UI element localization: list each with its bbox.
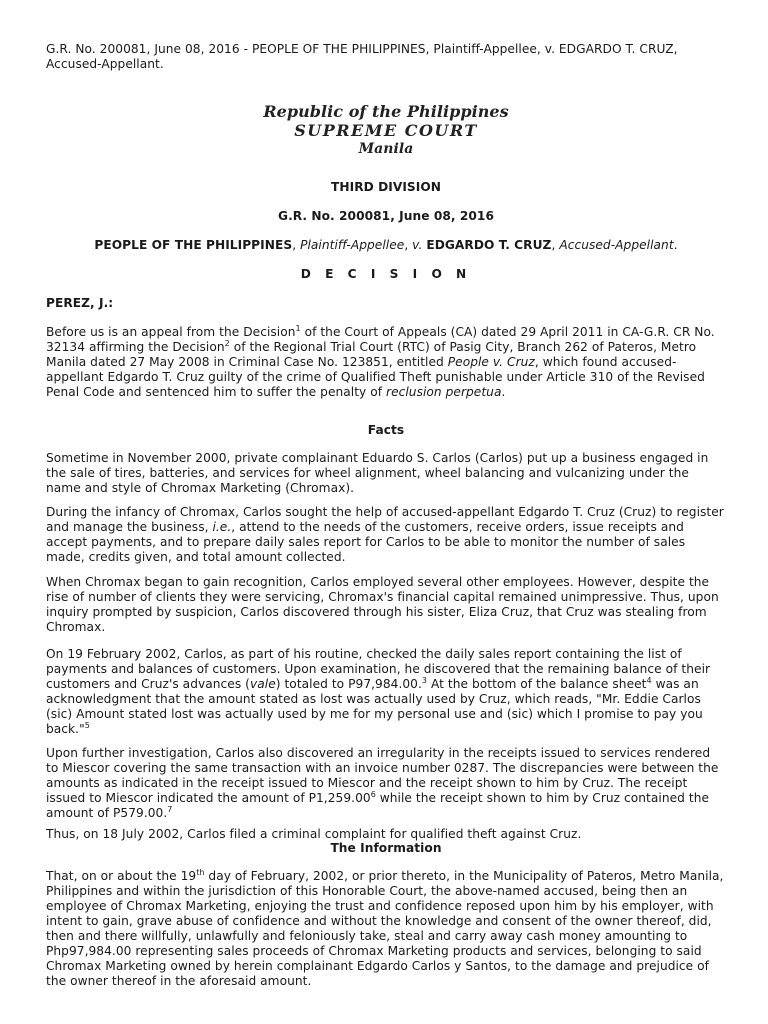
- accused-role: Accused-Appellant: [559, 238, 674, 252]
- para2-text-b: , attend to the needs of the customers, receive orders, issue receipts and accept payments, and to prepare daily sales report for Carlos to be able to monitor the number of sales made, credits given, and total amount collected.: [46, 520, 686, 564]
- para4-text-d: was an acknowledgment that the amount stated as lost was actually used by Cruz, which reads, "Mr. Eddie Carlos (sic) Amount stated lost was actually used by me for my personal use and (sic) which I promise to pay you back.": [46, 677, 703, 736]
- intro-text-b: of the Court of Appeals (CA) dated 29 April 2011 in CA-G.R. CR No. 32134 affirming the Decision: [46, 325, 715, 354]
- facts-paragraph-3: When Chromax began to gain recognition, Carlos employed several other employees. However, despite the rise of number of clients they were servicing, Chromax's financial capital remained unimpressive. Thus, upon inquiry prompted by suspicion, Carlos discovered through his sister, Eliza Cruz, that Cruz was stealing from Chromax.: [46, 575, 719, 634]
- para2-ie: i.e.: [212, 520, 232, 534]
- intro-text-c: of the Regional Trial Court (RTC) of Pasig City, Branch 262 of Pateros, Metro Manila dated 27 May 2008 in Criminal Case No. 123851, entitled: [46, 340, 697, 369]
- decision-title: D E C I S I O N: [300, 267, 472, 281]
- footnote-ref-7[interactable]: 7: [167, 805, 173, 814]
- intro-paragraph: [46, 325, 726, 400]
- facts-paragraph-2: [46, 505, 726, 565]
- ordinal-suffix: th: [196, 868, 205, 877]
- facts-paragraph-1: Sometime in November 2000, private complainant Eduardo S. Carlos (Carlos) put up a business engaged in the sale of tires, batteries, and services for wheel alignment, wheel balancing and vulcanizing under the name and style of Chromax Marketing (Chromax).: [46, 451, 709, 495]
- ponente: PEREZ, J.:: [46, 296, 114, 310]
- penalty-term: reclusion perpetua: [386, 385, 502, 399]
- parties-line: PEOPLE OF THE PHILIPPINES, Plaintiff-Appellee, v. EDGARDO T. CRUZ, Accused-Appellant.: [94, 238, 678, 252]
- division-heading: THIRD DIVISION: [331, 180, 441, 194]
- information-heading: The Information: [330, 841, 442, 855]
- footnote-ref-4[interactable]: 4: [646, 676, 652, 685]
- para7-text-a: That, on or about the 19: [46, 869, 197, 883]
- information-paragraph: [46, 869, 726, 989]
- para2-text-a: During the infancy of Chromax, Carlos sought the help of accused-appellant Edgardo T. Cruz (Cruz) to register and manage the business,: [46, 505, 724, 534]
- plaintiff-role: Plaintiff-Appellee: [300, 238, 405, 252]
- versus: v.: [412, 238, 423, 252]
- para4-vale: vale: [249, 677, 276, 691]
- para7-text-b: day of February, 2002, or prior thereto, in the Municipality of Pateros, Metro Manila, Philippines and within the jurisdiction of this Honorable Court, the above-named accused, being then an employee of Chromax Marketing, enjoying the trust and confidence reposed upon him by his employer, with intent to gain, grave abuse of confidence and without the knowledge and consent of the owner thereof, did, then and there willfully, unlawfully and feloniously take, steal and carry away cash money amounting to Php97,984.00 representing sales proceeds of Chromax Marketing products and services, belonging to said Chromax Marketing owned by herein complainant Edgardo Carlos y Santos, to the damage and prejudice of the owner thereof in the aforesaid amount.: [46, 869, 724, 988]
- accused-name: EDGARDO T. CRUZ: [426, 238, 552, 252]
- para4-text-c: At the bottom of the balance sheet: [427, 677, 647, 691]
- footnote-ref-5[interactable]: 5: [84, 721, 90, 730]
- footnote-ref-3[interactable]: 3: [421, 676, 428, 685]
- court-line-republic: Republic of the Philippines: [263, 102, 509, 121]
- para5-text-b: while the receipt shown to him by Cruz contained the amount of P579.00.: [46, 791, 710, 820]
- plaintiff-name: PEOPLE OF THE PHILIPPINES: [94, 238, 293, 252]
- footnote-ref-2[interactable]: 2: [224, 339, 230, 348]
- intro-text-d: , which found accused-appellant Edgardo T. Cruz guilty of the crime of Qualified Theft punishable under Article 310 of the Revised Penal Code and sentenced him to suffer the penalty of: [46, 355, 705, 399]
- court-letterhead: [46, 102, 726, 159]
- case-number-heading: G.R. No. 200081, June 08, 2016: [278, 209, 494, 223]
- court-line-supreme: SUPREME COURT: [294, 121, 478, 140]
- para4-text-a: On 19 February 2002, Carlos, as part of his routine, checked the daily sales report containing the list of payments and balances of customers. Upon examination, he discovered that the remaining balance of their customers and Cruz's advances (: [46, 647, 711, 691]
- intro-text-a: Before us is an appeal from the Decision: [46, 325, 296, 339]
- footnote-ref-1[interactable]: 1: [295, 324, 301, 333]
- case-title: People v. Cruz: [447, 355, 535, 369]
- para5-text-a: Upon further investigation, Carlos also discovered an irregularity in the receipts issued to services rendered to Miescor covering the same transaction with an invoice number 0287. The discrepancies were between the amounts as indicated in the receipt issued to Miescor and the receipt shown to him by Cruz. The receipt issued to Miescor indicated the amount of P1,259.00: [46, 746, 719, 805]
- facts-paragraph-6: Thus, on 18 July 2002, Carlos filed a criminal complaint for qualified theft against Cruz.: [46, 827, 582, 841]
- facts-paragraph-4: [46, 647, 726, 737]
- footnote-ref-6[interactable]: 6: [370, 790, 376, 799]
- document-header-line: G.R. No. 200081, June 08, 2016 - PEOPLE OF THE PHILIPPINES, Plaintiff-Appellee, v. EDGARDO T. CRUZ, Accused-Appellant.: [46, 42, 678, 71]
- court-line-manila: Manila: [358, 141, 414, 157]
- para4-text-b: ) totaled to P97,984.00.: [275, 677, 422, 691]
- facts-paragraph-5: [46, 746, 726, 821]
- facts-heading: Facts: [367, 423, 405, 437]
- intro-text-e: .: [501, 385, 506, 399]
